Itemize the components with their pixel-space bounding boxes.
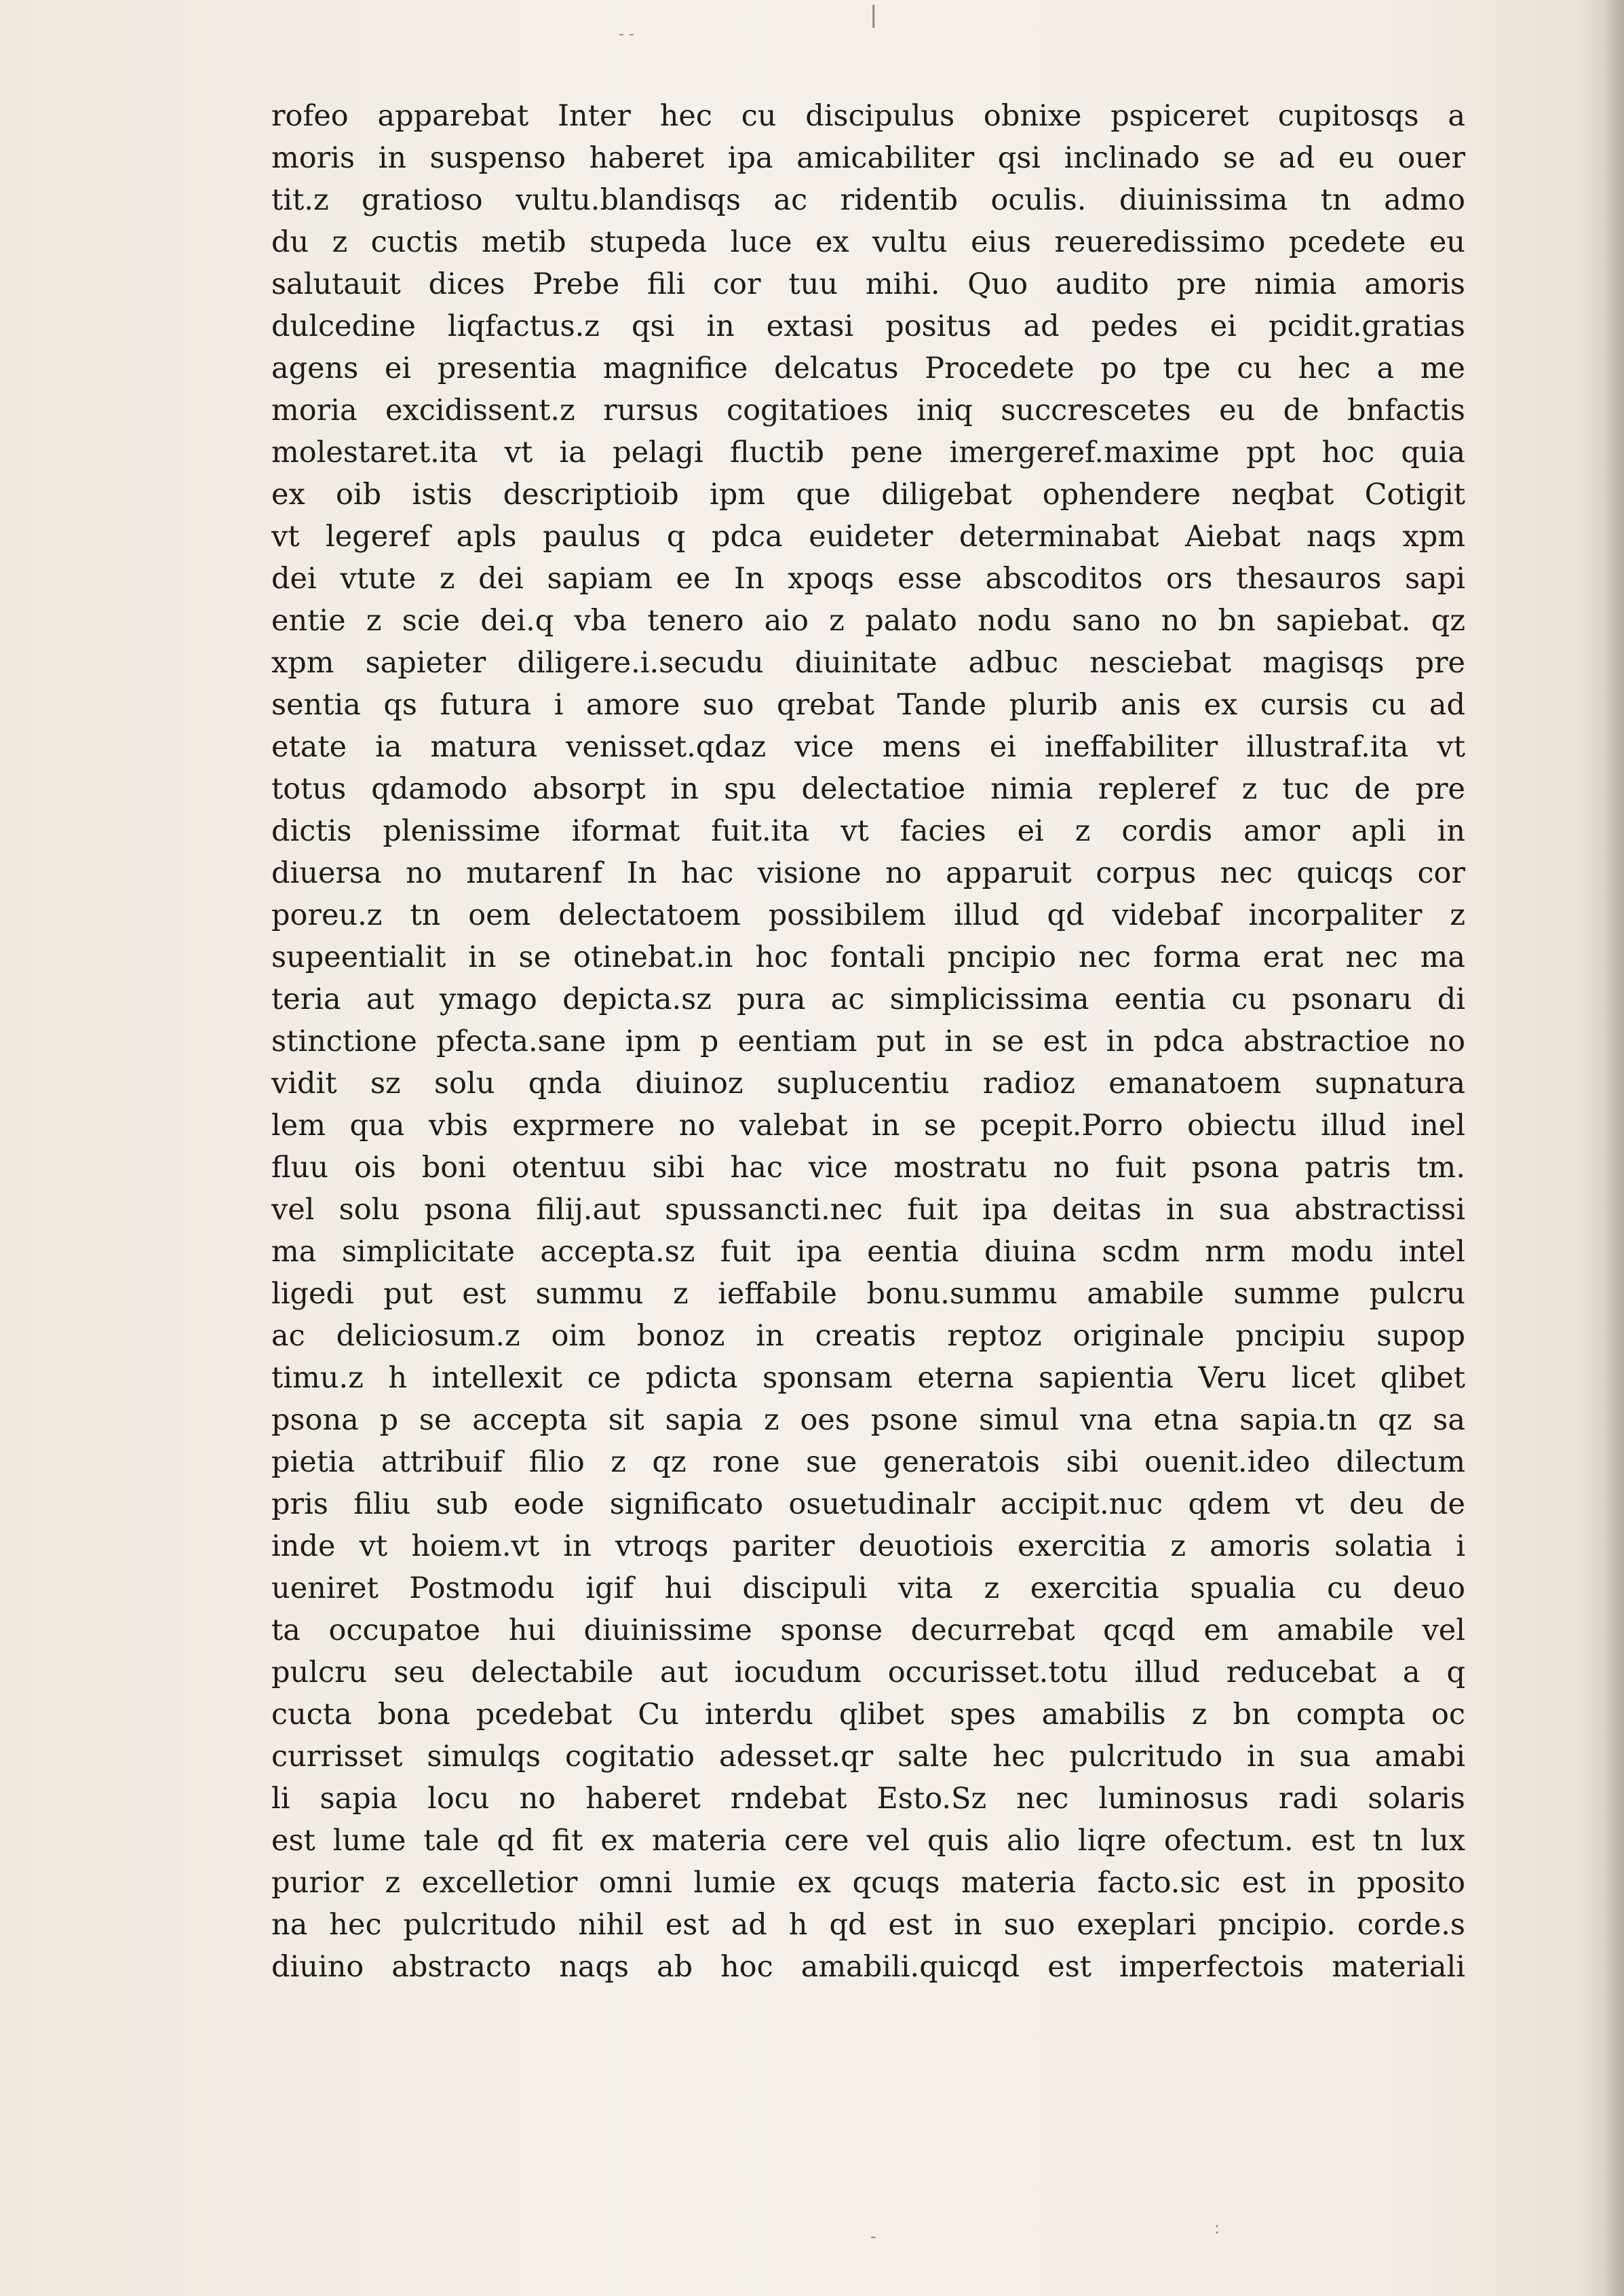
top-mark: |: [870, 1, 878, 28]
text-line: poreu.z tn oem delectatoem possibilem illud qd videbaf incorpaliter z: [271, 898, 1465, 932]
text-line: dulcedine liqfactus.z qsi in extasi positus ad pedes ei pcidit.gratias: [271, 309, 1465, 343]
text-line: dei vtute z dei sapiam ee In xpoqs esse abscoditos ors thesauros sapi: [271, 562, 1465, 596]
text-line: moria excidissent.z rursus cogitatioes iniq succrescetes eu de bnfactis: [271, 394, 1465, 427]
text-block: [271, 95, 1465, 1988]
text-line: ta occupatoe hui diuinissime sponse decurrebat qcqd em amabile vel: [271, 1613, 1465, 1647]
text-line: pulcru seu delectabile aut iocudum occurisset.totu illud reducebat a q: [271, 1656, 1465, 1689]
text-line: vel solu psona filij.aut spussancti.nec fuit ipa deitas in sua abstractissi: [271, 1193, 1465, 1227]
text-line: agens ei presentia magnifice delcatus Procedete po tpe cu hec a me: [271, 351, 1465, 385]
text-line: timu.z h intellexit ce pdicta sponsam eterna sapientia Veru licet qlibet: [271, 1361, 1465, 1395]
text-line: currisset simulqs cogitatio adesset.qr salte hec pulcritudo in sua amabi: [271, 1740, 1465, 1774]
text-line: dictis plenissime iformat fuit.ita vt facies ei z cordis amor apli in: [271, 814, 1465, 848]
top-dots: - -: [619, 26, 634, 43]
text-line: du z cuctis metib stupeda luce ex vultu eius reueredissimo pcedete eu: [271, 225, 1465, 259]
text-line: purior z excelletior omni lumie ex qcuqs materia facto.sic est in pposito: [271, 1866, 1465, 1900]
text-line: diuersa no mutarenf In hac visione no apparuit corpus nec quicqs cor: [271, 856, 1465, 890]
text-line: salutauit dices Prebe fili cor tuu mihi. Quo audito pre nimia amoris: [271, 267, 1465, 301]
text-line: ligedi put est summu z ieffabile bonu.summu amabile summe pulcru: [271, 1277, 1465, 1311]
text-line: na hec pulcritudo nihil est ad h qd est in suo exeplari pncipio. corde.s: [271, 1908, 1465, 1942]
text-line: ac deliciosum.z oim bonoz in creatis reptoz originale pncipiu supop: [271, 1319, 1465, 1353]
text-line: pietia attribuif filio z qz rone sue generatois sibi ouenit.ideo dilectum: [271, 1445, 1465, 1479]
text-line: cucta bona pcedebat Cu interdu qlibet spes amabilis z bn compta oc: [271, 1698, 1465, 1731]
text-line: xpm sapieter diligere.i.secudu diuinitate adbuc nesciebat magisqs pre: [271, 646, 1465, 680]
page-edge-shadow: [1577, 0, 1624, 2296]
text-line: rofeo apparebat Inter hec cu discipulus obnixe pspiceret cupitosqs a: [271, 99, 1465, 133]
text-line: vidit sz solu qnda diuinoz suplucentiu radioz emanatoem supnatura: [271, 1067, 1465, 1101]
text-line: pris filiu sub eode significato osuetudinalr accipit.nuc qdem vt deu de: [271, 1487, 1465, 1521]
bottom-mark: :: [1214, 2219, 1220, 2238]
text-line: psona p se accepta sit sapia z oes psone simul vna etna sapia.tn qz sa: [271, 1403, 1465, 1437]
bottom-dash: -: [870, 2227, 876, 2246]
text-line: inde vt hoiem.vt in vtroqs pariter deuotiois exercitia z amoris solatia i: [271, 1529, 1465, 1563]
text-line: vt legeref apls paulus q pdca euideter determinabat Aiebat naqs xpm: [271, 520, 1465, 554]
text-line: moris in suspenso haberet ipa amicabiliter qsi inclinado se ad eu ouer: [271, 141, 1465, 175]
text-line: ex oib istis descriptioib ipm que diligebat ophendere neqbat Cotigit: [271, 478, 1465, 512]
text-line: totus qdamodo absorpt in spu delectatioe nimia repleref z tuc de pre: [271, 772, 1465, 806]
text-line: tit.z gratioso vultu.blandisqs ac ridentib oculis. diuinissima tn admo: [271, 183, 1465, 217]
text-line: entie z scie dei.q vba tenero aio z palato nodu sano no bn sapiebat. qz: [271, 604, 1465, 638]
text-line: diuino abstracto naqs ab hoc amabili.quicqd est imperfectois materiali: [271, 1950, 1465, 1984]
text-line: molestaret.ita vt ia pelagi fluctib pene imergeref.maxime ppt hoc quia: [271, 436, 1465, 470]
text-line: sentia qs futura i amore suo qrebat Tande plurib anis ex cursis cu ad: [271, 688, 1465, 722]
text-line: est lume tale qd fit ex materia cere vel quis alio liqre ofectum. est tn lux: [271, 1824, 1465, 1858]
text-line: etate ia matura venisset.qdaz vice mens ei ineffabiliter illustraf.ita vt: [271, 730, 1465, 764]
text-line: ueniret Postmodu igif hui discipuli vita z exercitia spualia cu deuo: [271, 1571, 1465, 1605]
text-line: lem qua vbis exprmere no valebat in se pcepit.Porro obiectu illud inel: [271, 1109, 1465, 1143]
text-line: teria aut ymago depicta.sz pura ac simplicissima eentia cu psonaru di: [271, 982, 1465, 1016]
text-line: ma simplicitate accepta.sz fuit ipa eentia diuina scdm nrm modu intel: [271, 1235, 1465, 1269]
text-line: fluu ois boni otentuu sibi hac vice mostratu no fuit psona patris tm.: [271, 1151, 1465, 1185]
text-line: li sapia locu no haberet rndebat Esto.Sz nec luminosus radi solaris: [271, 1782, 1465, 1816]
text-line: supeentialit in se otinebat.in hoc fontali pncipio nec forma erat nec ma: [271, 940, 1465, 974]
text-line: stinctione pfecta.sane ipm p eentiam put in se est in pdca abstractioe no: [271, 1025, 1465, 1058]
